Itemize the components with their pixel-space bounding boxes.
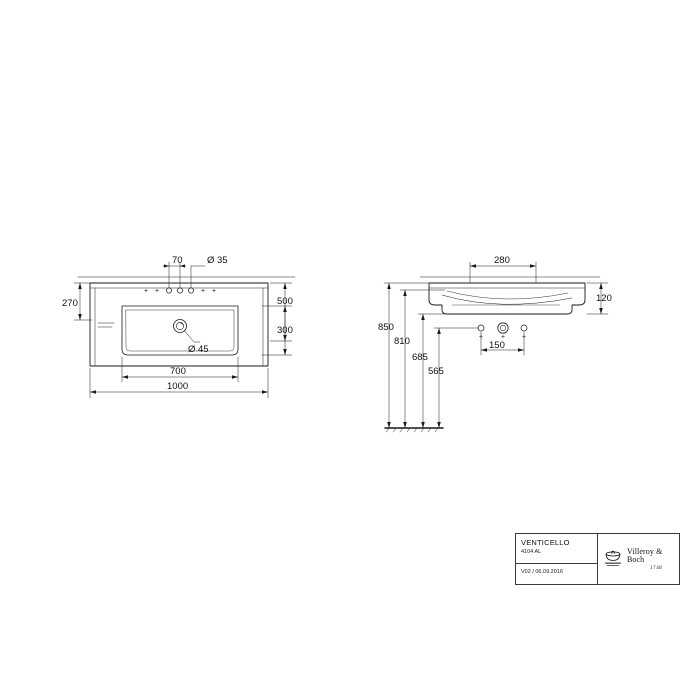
revision-text: V02 / 06.09.2016 [521,569,563,575]
villeroy-boch-mark-icon [602,548,624,570]
title-block-info [516,534,598,584]
brand-name-line2: Boch [627,554,645,564]
dim-drain-diameter: Ø 45 [188,344,209,355]
title-block-revision-row [516,564,597,584]
dim-basin-height: 120 [596,293,612,304]
dim-rim-depth: 280 [494,255,510,266]
side-view-dimensions [262,262,608,428]
brand-name-block [627,548,662,571]
dim-bowl-depth: 300 [277,325,293,336]
dim-inner-width: 700 [170,366,186,377]
title-block-model-row [516,534,597,564]
model-name: VENTICELLO [521,538,570,547]
brand-mark-svg [602,548,624,570]
dim-overall-width: 1000 [167,381,189,392]
brand-logo [598,534,679,584]
dim-overall-depth: 500 [277,296,293,307]
brand-wrap [602,548,662,571]
dim-tap-hole-offset: 70 [172,255,183,266]
dim-install-height: 850 [378,322,394,333]
dim-basin-top-height: 270 [62,298,78,309]
title-block [515,533,680,585]
front-view-dimensions [74,262,268,398]
front-view-group [78,277,295,366]
dim-tap-hole-diameter: Ø 35 [207,255,228,266]
brand-name-line1: Villeroy & [627,546,663,556]
dim-waste-height: 565 [428,366,444,377]
dim-hole-spacing: 150 [489,340,505,351]
brand-year: 1748 [650,565,663,571]
article-code: 4104 AL [521,549,542,555]
dim-tap-height: 810 [394,336,410,347]
dim-trap-height: 685 [412,352,428,363]
